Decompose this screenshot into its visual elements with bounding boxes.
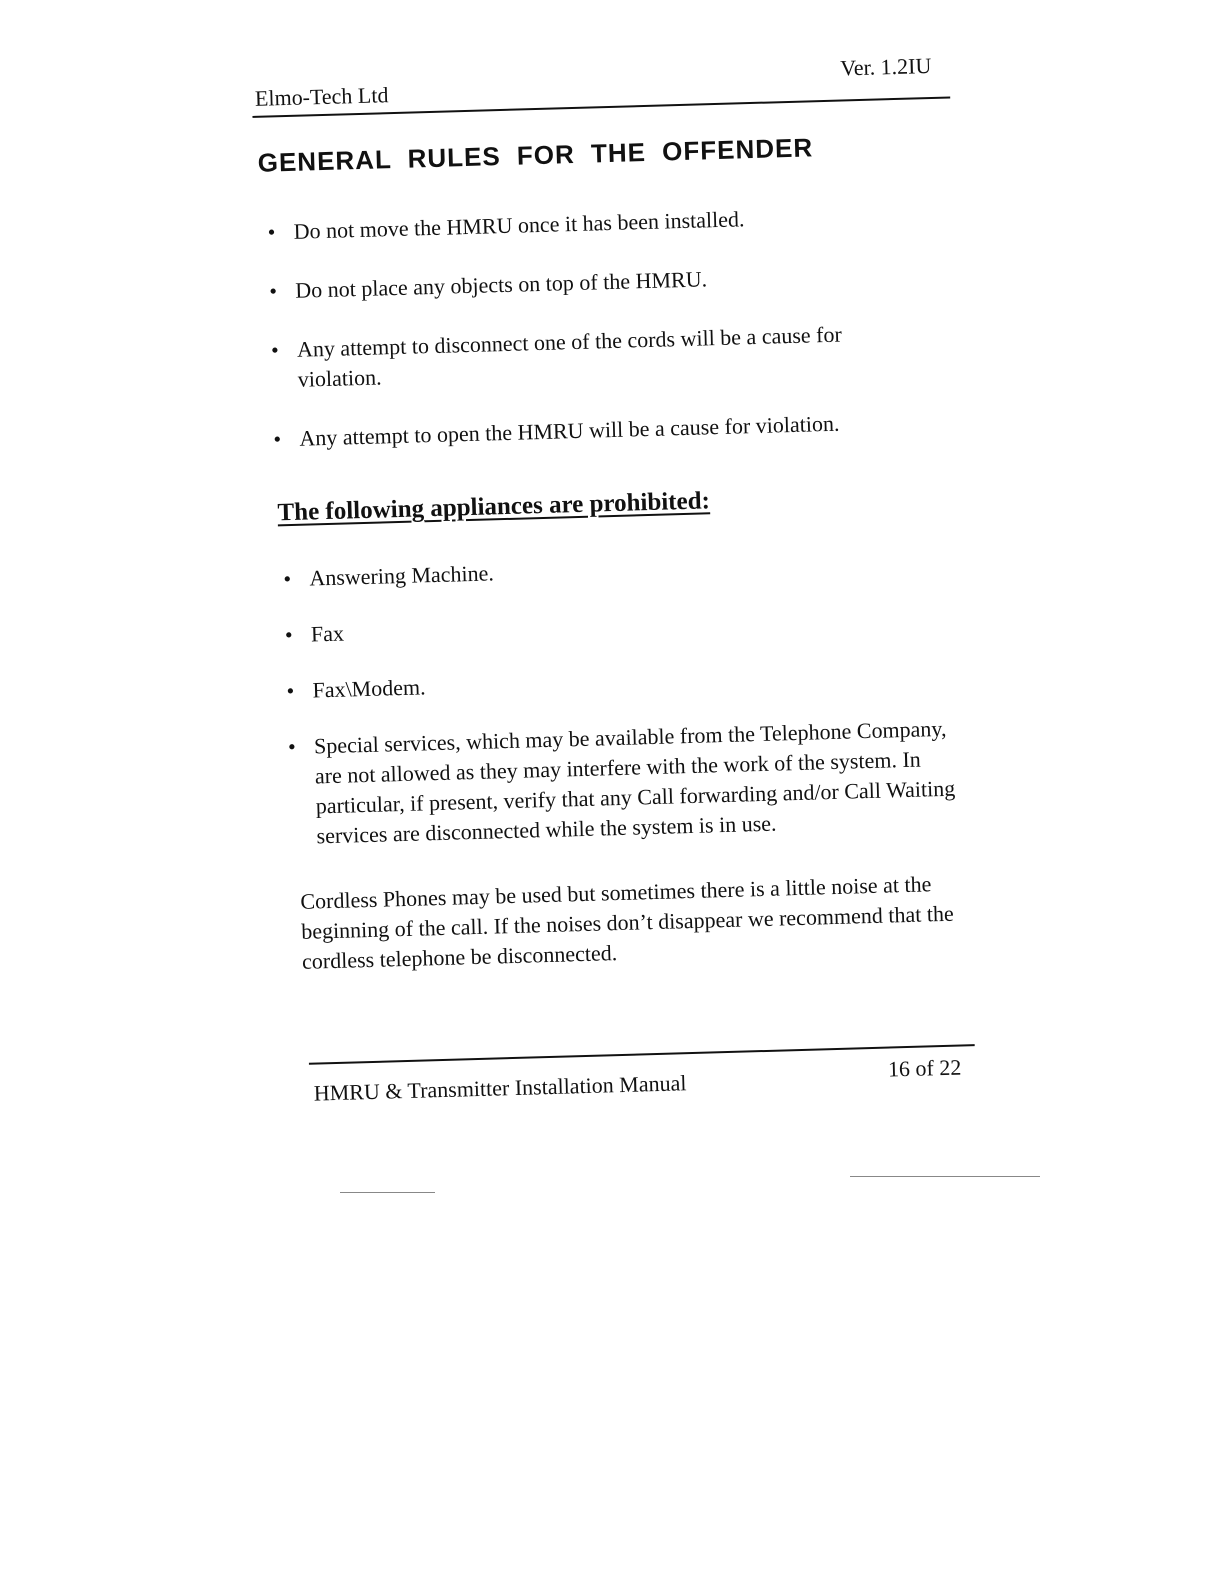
rule-item: • Do not move the HMRU once it has been installed. xyxy=(267,200,908,248)
rule-item: • Do not place any objects on top of the HMRU. xyxy=(269,259,910,307)
appliance-item: • Fax xyxy=(285,601,966,650)
page-number: 16 of 22 xyxy=(887,1054,962,1082)
page-footer xyxy=(309,1044,976,1109)
page-header xyxy=(251,52,950,117)
rule-item: • Any attempt to disconnect one of the cords will be a cause for violation. xyxy=(271,318,912,396)
scan-artifact-line xyxy=(850,1176,1040,1177)
appliance-item: • Answering Machine. xyxy=(283,545,964,594)
appliance-item: • Fax\Modem. xyxy=(286,657,967,706)
rule-item: • Any attempt to open the HMRU will be a cause for violation. xyxy=(273,407,914,455)
appliance-item: • Special services, which may be available from the Telephone Company, are not allowed as they may interfere with the work of the system. In particular, if present, verify that any Call forwarding and/or Call Waiting services are disconnected while the system is in use. xyxy=(288,713,971,852)
prohibited-appliances-heading: The following appliances are prohibited: xyxy=(277,487,711,527)
cordless-phones-note: Cordless Phones may be used but sometimes there is a little noise at the beginning of the call. If the noises don’t disappear we recommend that the cordless telephone be disconnected. xyxy=(300,871,955,974)
prohibited-appliances-list xyxy=(283,545,972,878)
scan-artifact-line xyxy=(340,1192,435,1193)
rules-list xyxy=(267,200,914,484)
page-title: GENERAL RULES FOR THE OFFENDER xyxy=(257,132,814,178)
company-name: Elmo-Tech Ltd xyxy=(254,82,389,111)
manual-name: HMRU & Transmitter Installation Manual xyxy=(313,1070,687,1106)
version-label: Ver. 1.2IU xyxy=(839,52,932,81)
